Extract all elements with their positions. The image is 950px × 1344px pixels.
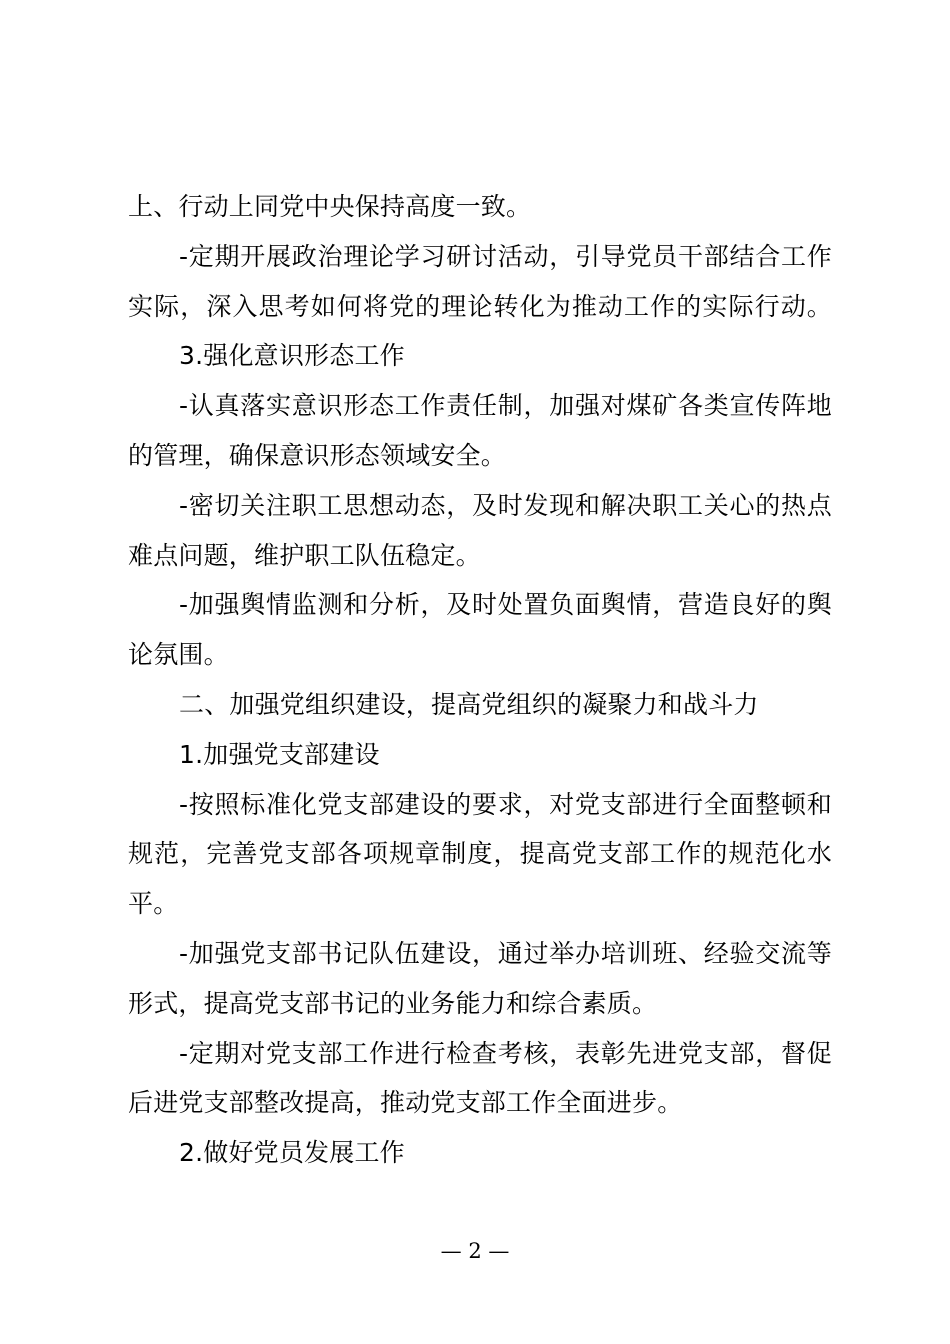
text-line: 的管理，确保意识形态领域安全。 xyxy=(128,440,507,470)
document-body xyxy=(128,182,832,1178)
text-line: 后进党支部整改提高，推动党支部工作全面进步。 xyxy=(128,1088,683,1118)
text-line: 二、加强党组织建设，提高党组织的凝聚力和战斗力 xyxy=(179,689,759,719)
text-line: -认真落实意识形态工作责任制，加强对煤矿各类宣传阵地 xyxy=(179,391,832,421)
text-line: 实际，深入思考如何将党的理论转化为推动工作的实际行动。 xyxy=(128,291,832,321)
text-line: -定期开展政治理论学习研讨活动，引导党员干部结合工作 xyxy=(179,241,832,271)
text-line: -加强舆情监测和分析，及时处置负面舆情，营造良好的舆 xyxy=(179,590,832,620)
text-line: 1.加强党支部建设 xyxy=(179,739,380,769)
text-line: 上、行动上同党中央保持高度一致。 xyxy=(128,192,532,221)
text-line: 规范，完善党支部各项规章制度，提高党支部工作的规范化水 xyxy=(128,839,832,869)
text-line: 3.强化意识形态工作 xyxy=(179,341,405,371)
text-line: 2.做好党员发展工作 xyxy=(179,1138,405,1168)
text-line: 论氛围。 xyxy=(128,640,229,670)
page-number: — 2 — xyxy=(440,1239,510,1263)
text-line: -按照标准化党支部建设的要求，对党支部进行全面整顿和 xyxy=(179,789,832,819)
text-line: 难点问题，维护职工队伍稳定。 xyxy=(128,540,481,570)
text-line: -定期对党支部工作进行检查考核，表彰先进党支部，督促 xyxy=(179,1038,832,1068)
text-line: 平。 xyxy=(128,889,179,919)
text-line: 形式，提高党支部书记的业务能力和综合素质。 xyxy=(128,988,658,1018)
text-line: -加强党支部书记队伍建设，通过举办培训班、经验交流等 xyxy=(179,938,832,968)
text-line: -密切关注职工思想动态，及时发现和解决职工关心的热点 xyxy=(179,490,832,520)
